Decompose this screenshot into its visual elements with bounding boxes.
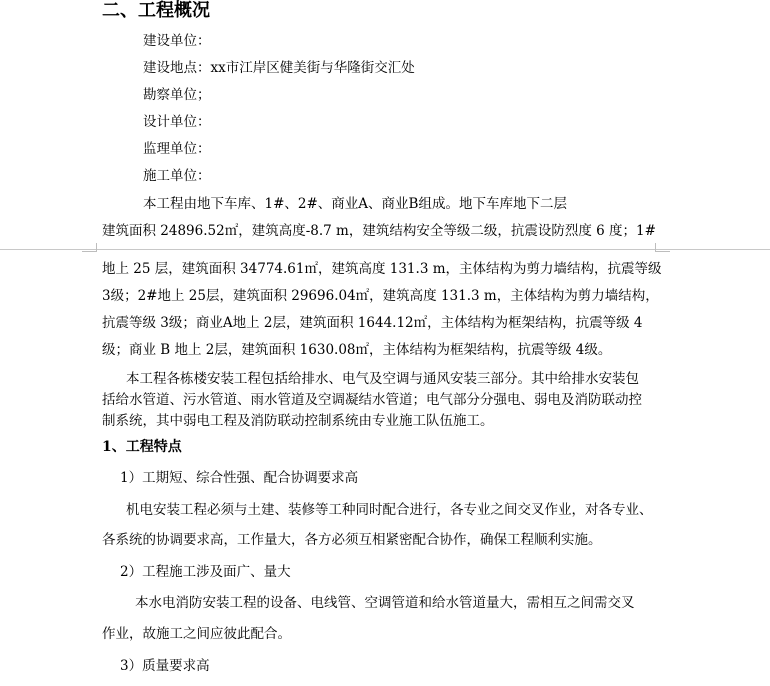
page-break [0, 243, 770, 257]
overview-line-6: 级；商业 B 地上 2层，建筑面积 1630.08㎡，主体结构为框架结构，抗震等级 4级。 [102, 342, 612, 358]
overview-line-1: 本工程由地下车库、1#、2#、商业A、商业B组成。地下车库地下二层 [143, 196, 567, 212]
install-line-3: 制系统，其中弱电工程及消防联动控制系统由专业施工队伍施工。 [102, 413, 494, 429]
install-line-1: 本工程各栋楼安装工程包括给排水、电气及空调与通风安装三部分。其中给排水安装包 [126, 371, 639, 387]
field-construction-site: 建设地点：xx市江岸区健美街与华隆街交汇处 [143, 60, 415, 76]
point-1-title: 1）工期短、综合性强、配合协调要求高 [120, 470, 359, 486]
overview-line-5: 抗震等级 3级；商业A地上 2层，建筑面积 1644.12㎡，主体结构为框架结构，抗震等级 4 [102, 315, 643, 331]
install-line-2: 括给水管道、污水管道、雨水管道及空调凝结水管道；电气部分分强电、弱电及消防联动控 [102, 392, 642, 408]
features-heading: 1、工程特点 [102, 439, 182, 455]
point-3-title: 3）质量要求高 [120, 658, 210, 674]
field-construction-unit: 建设单位： [143, 33, 211, 49]
overview-line-2: 建筑面积 24896.52㎡，建筑高度-8.7 m，建筑结构安全等级二级，抗震设防烈度 6 度；1# [102, 223, 656, 239]
point-2-line-1: 本水电消防安装工程的设备、电线管、空调管道和给水管道量大，需相互之间需交叉 [135, 595, 635, 611]
field-supervision-unit: 监理单位： [143, 141, 211, 157]
point-1-line-1: 机电安装工程必须与土建、装修等工种同时配合进行，各专业之间交叉作业，对各专业、 [126, 502, 653, 518]
field-design-unit: 设计单位： [143, 114, 211, 130]
section-title: 二、工程概况 [102, 0, 210, 21]
point-2-line-2: 作业，故施工之间应彼此配合。 [102, 626, 291, 642]
overview-line-3: 地上 25 层，建筑面积 34774.61㎡，建筑高度 131.3 m，主体结构为剪力墙结构，抗震等级 [102, 261, 662, 277]
field-survey-unit: 勘察单位； [143, 87, 211, 103]
field-contractor-unit: 施工单位： [143, 168, 211, 184]
point-1-line-2: 各系统的协调要求高，工作量大，各方必须互相紧密配合协作，确保工程顺利实施。 [102, 532, 602, 548]
overview-line-4: 3级；2#地上 25层，建筑面积 29696.04㎡，建筑高度 131.3 m，主体结构为剪力墙结构， [102, 288, 659, 304]
point-2-title: 2）工程施工涉及面广、量大 [120, 564, 291, 580]
